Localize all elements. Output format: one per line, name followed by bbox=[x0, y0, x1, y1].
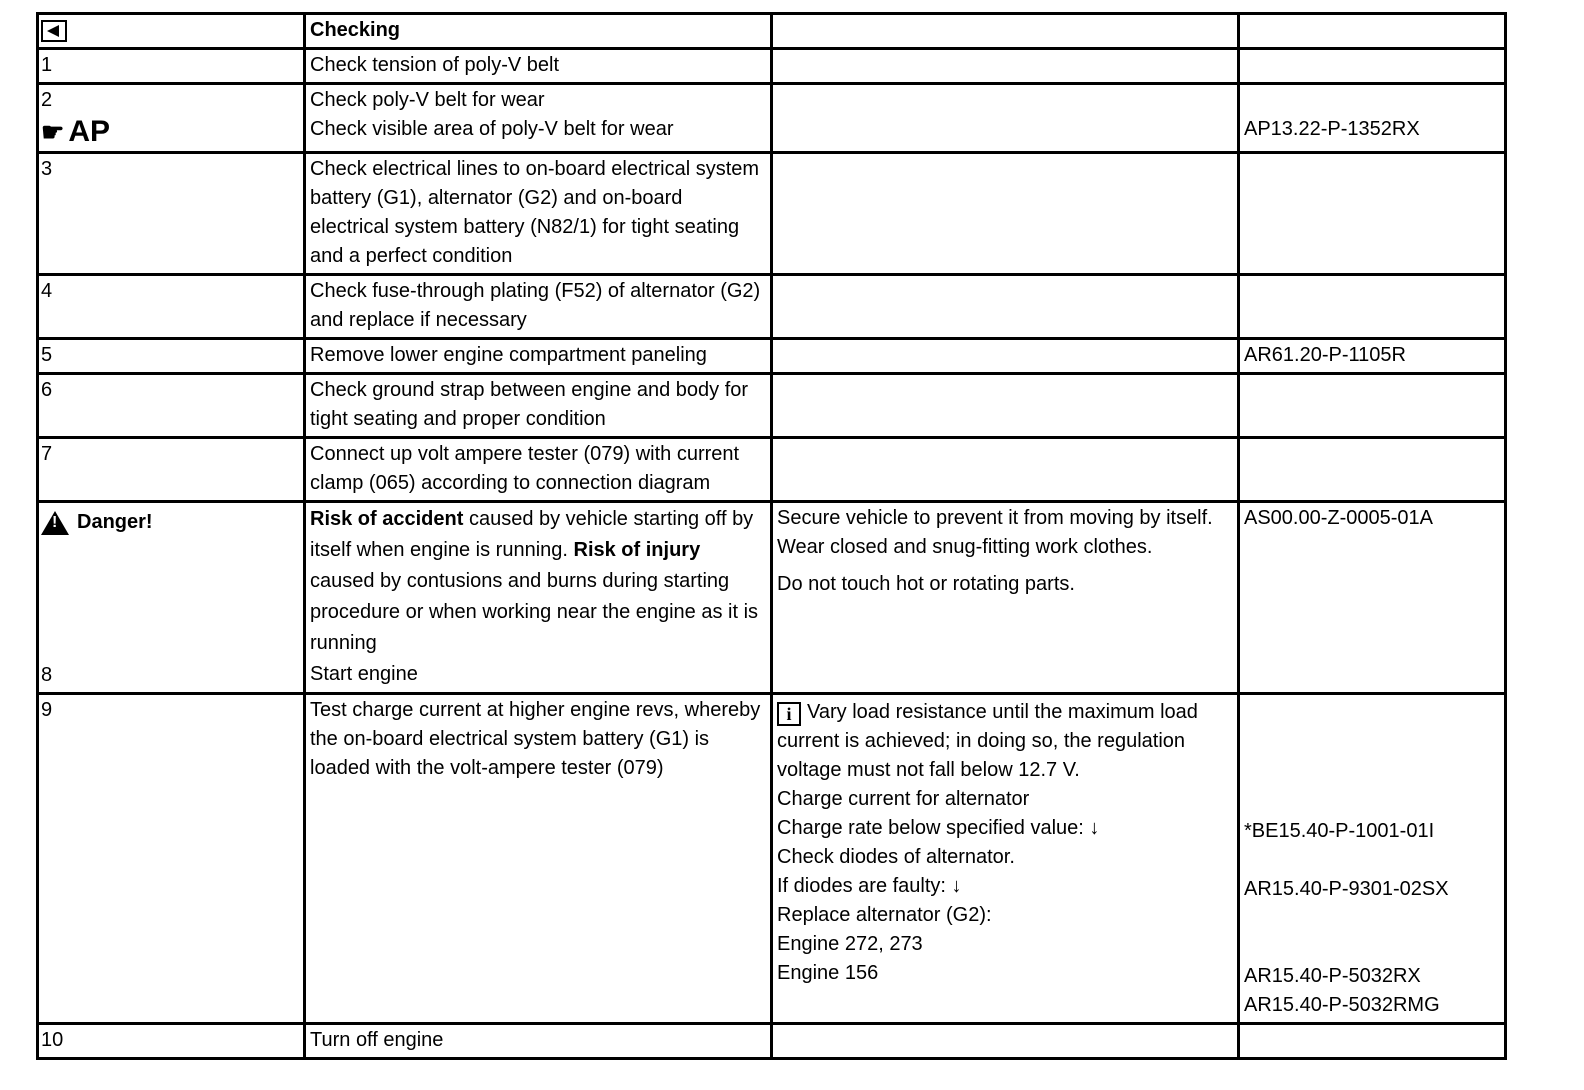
ref-link[interactable]: AP13.22-P-1352RX bbox=[1244, 118, 1420, 140]
step-note bbox=[772, 1024, 1239, 1059]
step-number: 6 bbox=[38, 374, 305, 438]
note-line: Charge current for alternator bbox=[777, 788, 1030, 810]
safety-note: Secure vehicle to prevent it from moving by itself. bbox=[777, 507, 1213, 529]
ref-link[interactable]: AR15.40-P-5032RX bbox=[1244, 965, 1421, 987]
table-row bbox=[38, 49, 1506, 84]
step-number: 10 bbox=[38, 1024, 305, 1059]
step-note bbox=[772, 84, 1239, 153]
section-title: Checking bbox=[305, 14, 772, 49]
back-arrow-icon[interactable] bbox=[41, 20, 67, 42]
step-action: Connect up volt ampere tester (079) with current clamp (065) according to connection diagram bbox=[305, 438, 772, 502]
danger-description-cell bbox=[305, 502, 772, 694]
pointing-hand-icon: ☛ bbox=[41, 117, 65, 147]
danger-label-cell bbox=[38, 502, 305, 694]
step-action: Check poly-V belt for wear bbox=[310, 89, 545, 111]
ap-marker bbox=[41, 115, 299, 149]
step-action: Test charge current at higher engine revs, whereby the on-board electrical system battery (G1) is loaded with the volt-ampere tester (079) bbox=[305, 694, 772, 1024]
step-number: 9 bbox=[38, 694, 305, 1024]
table-row bbox=[38, 374, 1506, 438]
safety-note: Do not touch hot or rotating parts. bbox=[777, 573, 1075, 595]
procedure-table bbox=[36, 12, 1507, 1060]
note-line: If diodes are faulty: ↓ bbox=[777, 875, 962, 897]
step-ref bbox=[1239, 275, 1506, 339]
step-action: Remove lower engine compartment paneling bbox=[305, 339, 772, 374]
step-action: Check tension of poly-V belt bbox=[305, 49, 772, 84]
ap-label: AP bbox=[68, 115, 110, 148]
danger-text: Danger! bbox=[77, 511, 153, 533]
step-note bbox=[772, 49, 1239, 84]
risk-injury: Risk of injury caused by contusions and burns during starting procedure or when working near the engine as it is running bbox=[310, 539, 759, 654]
step-ref-cell bbox=[1239, 694, 1506, 1024]
step-note bbox=[772, 374, 1239, 438]
ref-link[interactable]: AR61.20-P-1105R bbox=[1239, 339, 1506, 374]
table-row bbox=[38, 153, 1506, 275]
step-action: Check fuse-through plating (F52) of alternator (G2) and replace if necessary bbox=[305, 275, 772, 339]
table-row bbox=[38, 275, 1506, 339]
ref-link[interactable]: *BE15.40-P-1001-01I bbox=[1244, 820, 1435, 842]
step-note bbox=[772, 275, 1239, 339]
step-note-cell bbox=[772, 694, 1239, 1024]
step-note bbox=[772, 339, 1239, 374]
note-line: Replace alternator (G2): bbox=[777, 904, 992, 926]
step-number-cell bbox=[38, 84, 305, 153]
table-row bbox=[38, 694, 1506, 1024]
step-note bbox=[772, 153, 1239, 275]
risk-accident: Risk of accident caused by vehicle starting off by itself when engine is running. bbox=[310, 508, 754, 561]
step-action: Start engine bbox=[310, 663, 418, 685]
note-line: Engine 272, 273 bbox=[777, 933, 923, 955]
note-line: Check diodes of alternator. bbox=[777, 846, 1015, 868]
step-action: Check electrical lines to on-board electrical system battery (G1), alternator (G2) and on-board electrical system battery (N82/1) for tight seating and a perfect condition bbox=[305, 153, 772, 275]
header-ref-cell bbox=[1239, 14, 1506, 49]
step-ref bbox=[1239, 374, 1506, 438]
table-row bbox=[38, 1024, 1506, 1059]
step-action: Turn off engine bbox=[305, 1024, 772, 1059]
step-number: 7 bbox=[38, 438, 305, 502]
table-row bbox=[38, 339, 1506, 374]
danger-row bbox=[38, 502, 1506, 694]
step-ref bbox=[1239, 438, 1506, 502]
info-icon: i bbox=[777, 702, 801, 726]
step-action: Check ground strap between engine and body for tight seating and proper condition bbox=[305, 374, 772, 438]
step-ref bbox=[1239, 1024, 1506, 1059]
step-note bbox=[772, 438, 1239, 502]
danger-label bbox=[41, 508, 299, 537]
ref-link[interactable]: AS00.00-Z-0005-01A bbox=[1239, 502, 1506, 694]
step-number: 3 bbox=[38, 153, 305, 275]
step-ref bbox=[1239, 49, 1506, 84]
header-row bbox=[38, 14, 1506, 49]
warning-triangle-icon bbox=[41, 511, 69, 535]
header-note-cell bbox=[772, 14, 1239, 49]
table-row bbox=[38, 84, 1506, 153]
header-icon-cell bbox=[38, 14, 305, 49]
step-action-cell bbox=[305, 84, 772, 153]
step-action: Check visible area of poly-V belt for wear bbox=[310, 118, 674, 140]
step-number: 4 bbox=[38, 275, 305, 339]
danger-notes-cell bbox=[772, 502, 1239, 694]
ref-link[interactable]: AR15.40-P-5032RMG bbox=[1244, 994, 1440, 1016]
step-number: 1 bbox=[38, 49, 305, 84]
ref-link[interactable]: AR15.40-P-9301-02SX bbox=[1244, 878, 1449, 900]
step-number: 5 bbox=[38, 339, 305, 374]
step-ref bbox=[1239, 153, 1506, 275]
step-number: 2 bbox=[41, 89, 53, 111]
step-ref-cell bbox=[1239, 84, 1506, 153]
table-row bbox=[38, 438, 1506, 502]
note-line: Engine 156 bbox=[777, 962, 879, 984]
info-note: i Vary load resistance until the maximum load current is achieved; in doing so, the regulation voltage must not fall below 12.7 V. bbox=[777, 701, 1198, 781]
note-line: Charge rate below specified value: ↓ bbox=[777, 817, 1100, 839]
safety-note: Wear closed and snug-fitting work clothes. bbox=[777, 536, 1153, 558]
step-number: 8 bbox=[41, 664, 53, 686]
